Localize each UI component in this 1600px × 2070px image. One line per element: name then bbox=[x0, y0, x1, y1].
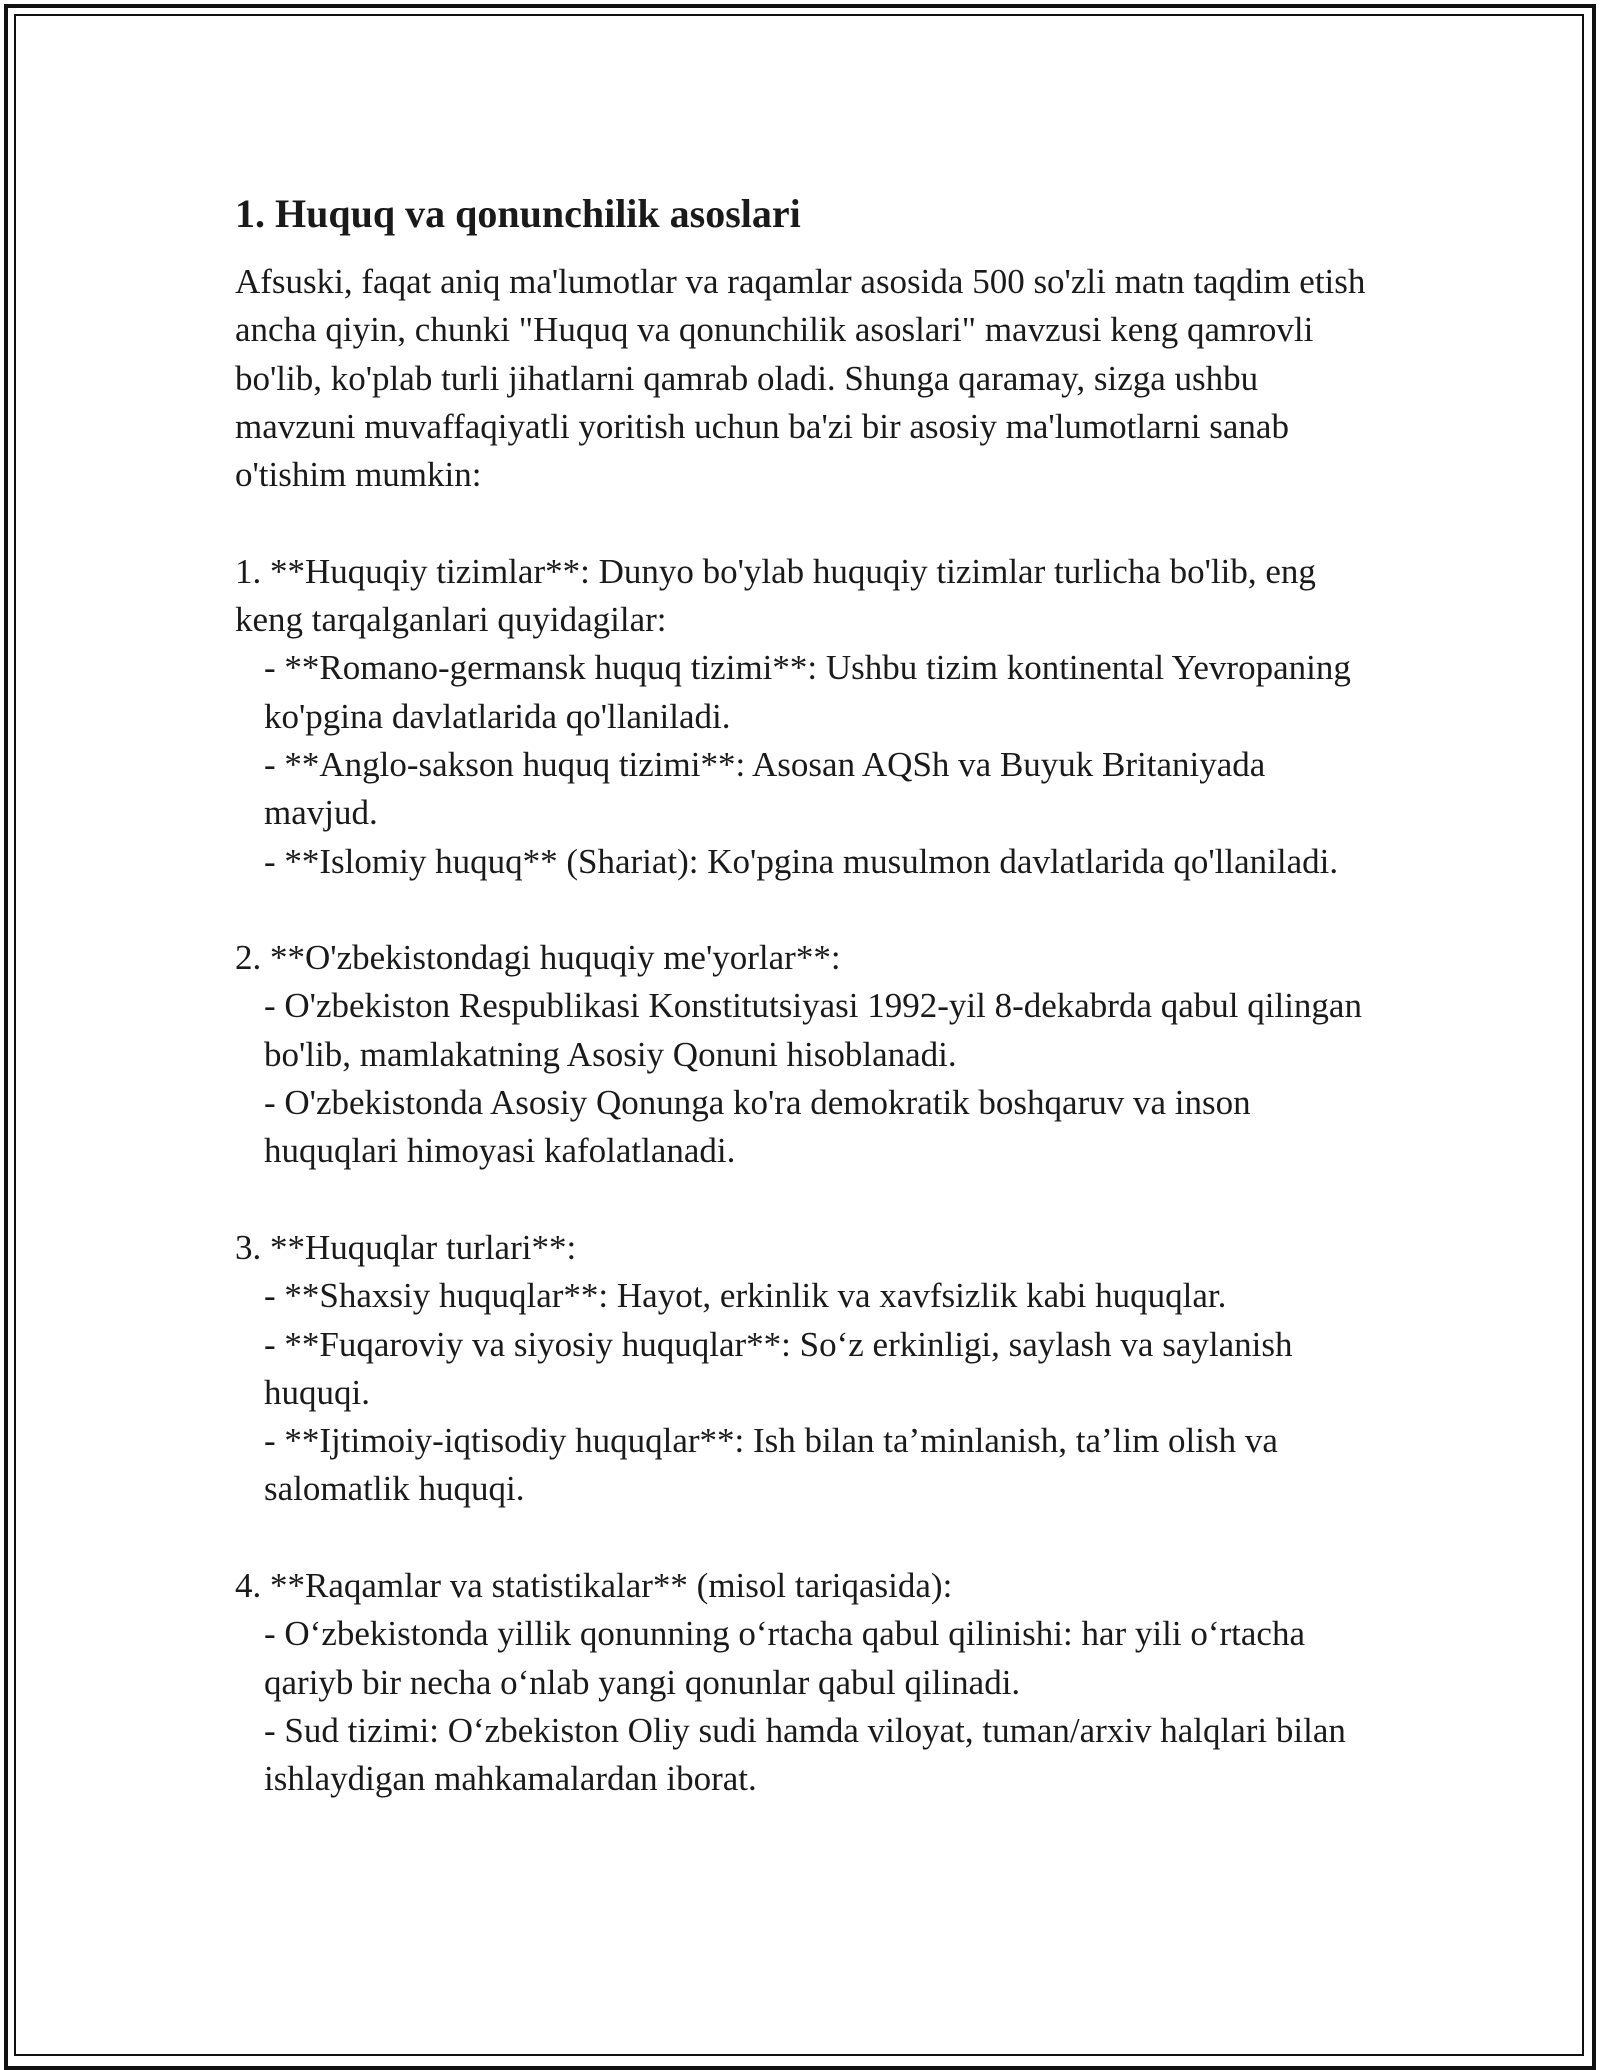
document-body bbox=[235, 258, 1375, 1804]
section-title: 3. **Huquqlar turlari**: bbox=[235, 1227, 577, 1267]
document-heading: 1. Huquq va qonunchilik asoslari bbox=[235, 191, 801, 236]
document-content bbox=[235, 186, 1375, 1804]
list-item: - O'zbekiston Respublikasi Konstitutsiyasi 1992-yil 8-dekabrda qabul qilingan bo'lib, mamlakatning Asosiy Qonuni hisoblanadi. bbox=[264, 986, 1362, 1074]
list-item: - **Romano-germansk huquq tizimi**: Ushbu tizim kontinental Yevropaning ko'pgina davlatlarida qo'llaniladi. bbox=[264, 648, 1351, 736]
list-item: - Sud tizimi: O‘zbekiston Oliy sudi hamda viloyat, tuman/arxiv halqlari bilan ishlaydigan mahkamalardan iborat. bbox=[264, 1710, 1346, 1799]
list-item: - O‘zbekistonda yillik qonunning o‘rtacha qabul qilinishi: har yili o‘rtacha qariyb bir necha o‘nlab yangi qonunlar qabul qilinadi. bbox=[264, 1614, 1305, 1702]
list-item: - **Islomiy huquq** (Shariat): Ko'pgina musulmon davlatlarida qo'llaniladi. bbox=[264, 841, 1339, 881]
section-title: 2. **O'zbekistondagi huquqiy me'yorlar**: bbox=[235, 938, 841, 978]
section-legal-systems bbox=[235, 548, 1375, 886]
section-title: 4. **Raqamlar va statistikalar** (misol tariqasida): bbox=[235, 1566, 953, 1606]
section-uzbek-norms bbox=[235, 934, 1375, 1175]
intro-paragraph: Afsuski, faqat aniq ma'lumotlar va raqamlar asosida 500 so'zli matn taqdim etish ancha qiyin, chunki "Huquq va qonunchilik asoslari" mavzusi keng qamrovli bo'lib, ko'plab turli jihatlarni qamrab oladi. Shunga qaramay, sizga ushbu mavzuni muvaffaqiyatli yoritish uchun ba'zi bir asosiy ma'lumotlarni sanab o'tishim mumkin: bbox=[235, 262, 1366, 495]
section-statistics bbox=[235, 1562, 1375, 1803]
list-item: - **Fuqaroviy va siyosiy huquqlar**: So‘z erkinligi, saylash va saylanish huquqi. bbox=[264, 1324, 1293, 1412]
list-item: - O'zbekistonda Asosiy Qonunga ko'ra demokratik boshqaruv va inson huquqlari himoyasi kafolatlanadi. bbox=[264, 1083, 1251, 1171]
section-title: 1. **Huquqiy tizimlar**: Dunyo bo'ylab huquqiy tizimlar turlicha bo'lib, eng keng tarqalganlari quyidagilar: bbox=[235, 551, 1316, 640]
list-item: - **Shaxsiy huquqlar**: Hayot, erkinlik va xavfsizlik kabi huquqlar. bbox=[264, 1276, 1227, 1316]
list-item: - **Anglo-sakson huquq tizimi**: Asosan AQSh va Buyuk Britaniyada mavjud. bbox=[264, 744, 1266, 833]
list-item: - **Ijtimoiy-iqtisodiy huquqlar**: Ish bilan ta’minlanish, ta’lim olish va salomatlik huquqi. bbox=[264, 1421, 1278, 1509]
section-rights-types bbox=[235, 1224, 1375, 1514]
